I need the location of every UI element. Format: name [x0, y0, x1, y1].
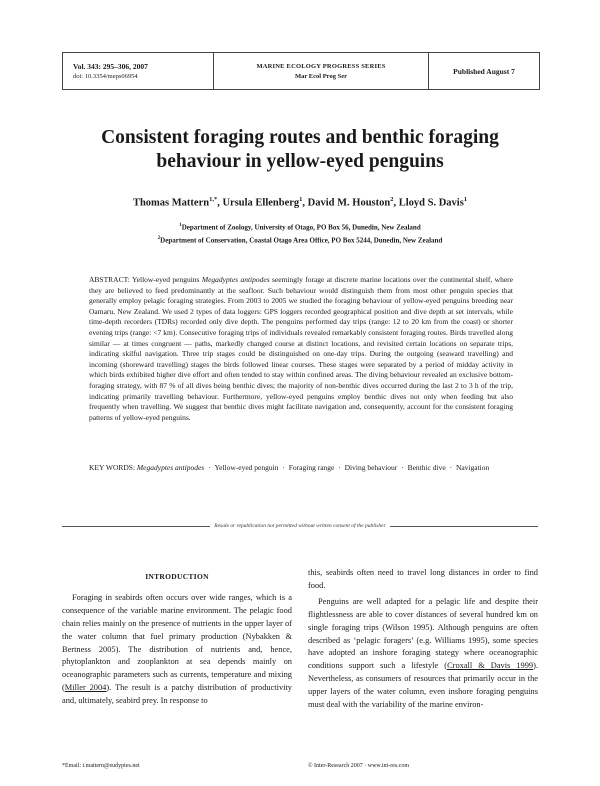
volume-info [63, 53, 214, 89]
title-line-1: Consistent foraging routes and benthic foraging [101, 127, 499, 148]
paragraph-text: Foraging in seabirds often occurs over wide ranges, which is a consequence of the variable marine environment. The pelagic food chain relies mainly on the presence of nutrients in the upper layer of the water column that fuel primary production (Nybakken & Bertness 2005). The distribution of nutrients and, hence, phytoplankton and zooplankton at sea depends mainly on oceanographic parameters such as currents, temperature and mixing ( [62, 592, 292, 693]
author-name: David M. Houston [307, 197, 391, 209]
citation-link[interactable]: Croxall & Davis 1999 [447, 661, 534, 671]
author-affiliation-marker: 2 [390, 196, 394, 203]
body-column-left [62, 567, 292, 708]
publication-date: Published August 7 [453, 66, 515, 76]
body-paragraph [62, 592, 292, 708]
abstract-text-start: Yellow-eyed penguins [132, 275, 202, 284]
abstract-species-name: Megadyptes antipodes [201, 275, 270, 284]
keyword: Benthic dive [407, 463, 446, 472]
abstract-label: ABSTRACT: [89, 275, 132, 284]
keywords [89, 463, 513, 474]
corresponding-author-email: *Email: t.mattern@eudyptes.net [62, 763, 140, 769]
keyword: Diving behaviour [344, 463, 398, 472]
paper-title [62, 126, 538, 174]
affiliation-marker: 1 [179, 223, 182, 228]
keyword-separator: · [336, 463, 343, 472]
keyword-separator: · [447, 463, 454, 472]
paragraph-text: Penguins are well adapted for a pelagic life and despite their flightlessness are able to cover distances of several hundred km on single foraging trips (Wilson 1995). Although penguins are often described as ‘pelagic foragers’ (e.g. Williams 1995), some species have adopted an inshore foraging stategy where oceanographic conditions support such a lifestyle ( [308, 596, 538, 671]
journal-abbreviation: Mar Ecol Prog Ser [295, 72, 347, 80]
title-line-2: behaviour in yellow-eyed penguins [156, 151, 444, 172]
journal-name-box [214, 53, 429, 89]
author-affiliation-marker: 1 [299, 196, 303, 203]
paragraph-text: ). Nevertheless, as consumers of resources that primarily occur in the upper layers of the water column, even inshore foraging penguins must deal with the variability of the marine environ- [308, 661, 538, 710]
keywords-label: KEY WORDS: [89, 463, 137, 472]
abstract-text: seemingly forage at discrete marine locations over the continental shelf, where they are believed to feed predominantly at the seafloor. Such behaviour would distinguish them from most other penguin species that generally employ pelagic foraging strategies. From 2003 to 2005 we studied the foraging behaviour of yellow-eyed penguins breeding near Oamaru, New Zealand. We used 2 types of data loggers: GPS loggers recorded geographical position and dive depth at set intervals, while time-depth recorders (TDRs) recorded only dive depth. The penguins performed day trips (range: 12 to 20 km from the coast) or shorter evening trips (range: <7 km). Consecutive foraging trips of individuals revealed remarkably consistent foraging routes. Birds travelled along similar — at times congruent — paths, markedly changed course at distinct locations, and revisited certain locations on separate trips, indicating skilful navigation. Three trip stages could be distinguished on one-day trips. During the outgoing (seaward travelling) and incoming (shoreward travelling) stages the birds followed linear courses. These stages were separated by a period of midday activity in which birds exhibited higher dive effort and often tended to stay within confined areas. The diving behaviour revealed an exclusive bottom-foraging strategy, with 87 % of all dives being benthic dives; the majority of non-benthic dives occurred during the last 2 to 3 h of the trip, indicating primarily travelling behaviour. Furthermore, yellow-eyed penguins employ benthic dives not only when feeding but also frequently when travelling. We suggest that benthic dives might facilitate navigation and, consequently, account for the consistent foraging patterns of yellow-eyed penguins. [89, 275, 514, 422]
doi-label: doi: 10.3354/meps06954 [73, 72, 138, 80]
keyword: Navigation [455, 463, 490, 472]
keyword: Megadyptes antipodes [136, 463, 205, 472]
abstract [89, 275, 513, 423]
citation-link[interactable]: Miller 2004 [64, 683, 107, 693]
author-name: Lloyd S. Davis [398, 197, 464, 209]
keyword-separator: · [399, 463, 406, 472]
author-separator: , [302, 197, 308, 209]
keyword: Yellow-eyed penguin [214, 463, 279, 472]
keyword-separator: · [206, 463, 213, 472]
volume-label: Vol. 343: 295–306, 2007 [73, 61, 148, 71]
copyright-notice: © Inter-Research 2007 · www.int-res.com [308, 763, 410, 769]
journal-name: MARINE ECOLOGY PROGRESS SERIES [256, 62, 386, 70]
body-paragraph [308, 596, 538, 712]
author-separator: , [393, 197, 399, 209]
affiliation-marker: 2 [157, 236, 161, 242]
publication-date-box [429, 53, 539, 89]
paragraph-text: ). The result is a patchy distribution of productivity and, ultimately, seabird prey. In response to [62, 683, 292, 706]
affiliation-text: Department of Zoology, University of Otago, PO Box 56, Dunedin, New Zealand [181, 223, 421, 232]
republication-notice-text: Resale or republication not permitted without written consent of the publisher [214, 523, 386, 529]
affiliation [62, 220, 538, 233]
author-separator: , [217, 197, 223, 209]
body-paragraph: this, seabirds often need to travel long distances in order to find food. [308, 568, 538, 590]
republication-notice [62, 523, 538, 529]
journal-masthead [62, 52, 540, 90]
author-affiliation-marker: 1,* [209, 196, 218, 203]
author-name: Thomas Mattern [132, 197, 210, 209]
affiliation-text: Department of Conservation, Coastal Otago Area Office, PO Box 5244, Dunedin, New Zealand [160, 236, 443, 245]
author-list [62, 193, 538, 211]
keyword: Foraging range [288, 463, 335, 472]
affiliation [62, 233, 538, 246]
body-column-right [308, 567, 538, 712]
section-heading-introduction: INTRODUCTION [145, 572, 209, 581]
author-name: Ursula Ellenberg [222, 197, 300, 209]
keyword-separator: · [280, 463, 287, 472]
author-affiliation-marker: 1 [463, 196, 468, 203]
affiliation-list [62, 220, 538, 247]
